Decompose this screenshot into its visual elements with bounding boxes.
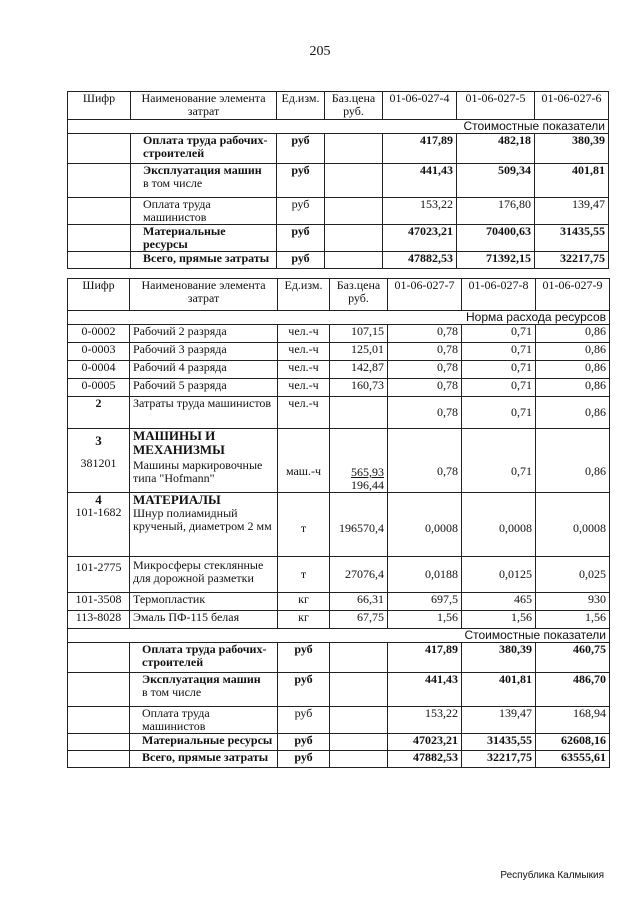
row-code: 381201 (80, 456, 117, 470)
row-value: 62608,16 (536, 734, 610, 751)
band-label: Стоимостные показатели (68, 120, 609, 134)
row-name: Оплата труда рабочих-строителей (130, 643, 278, 673)
row-value: 47882,53 (383, 252, 457, 269)
row-value: 0,71 (462, 325, 536, 343)
table-row (68, 252, 609, 269)
band-row (68, 629, 610, 643)
table-row (68, 198, 609, 225)
row-value: 0,71 (462, 429, 536, 493)
row-value: 0,86 (536, 343, 610, 361)
table-header-row (68, 92, 609, 120)
row-value: 47882,53 (388, 751, 462, 768)
header-code: Шифр (68, 279, 130, 311)
row-value: 139,47 (462, 707, 536, 734)
row-value: 0,71 (462, 343, 536, 361)
row-code: 2 (68, 397, 130, 429)
row-code: 101-2775 (68, 557, 130, 593)
header-code: Шифр (68, 92, 131, 120)
row-unit: маш.-ч (278, 429, 330, 493)
table-row (68, 734, 610, 751)
row-unit: руб (277, 225, 325, 252)
row-unit: руб (278, 643, 330, 673)
header-price: Баз.цена руб. (330, 279, 388, 311)
row-value: 441,43 (388, 673, 462, 707)
row-value: 31435,55 (462, 734, 536, 751)
row-code: 113-8028 (68, 611, 130, 629)
header-price: Баз.цена руб. (325, 92, 383, 120)
row-value: 401,81 (462, 673, 536, 707)
header-unit: Ед.изм. (278, 279, 330, 311)
row-name: Рабочий 3 разряда (130, 343, 278, 361)
row-price: 66,31 (330, 593, 388, 611)
row-price: 27076,4 (330, 557, 388, 593)
band-label: Норма расхода ресурсов (68, 311, 610, 325)
table-row (68, 343, 610, 361)
row-value: 0,78 (388, 379, 462, 397)
band-label: Стоимостные показатели (68, 629, 610, 643)
row-value: 0,0188 (388, 557, 462, 593)
header-col-2: 01-06-027-5 (457, 92, 535, 120)
row-value: 0,86 (536, 325, 610, 343)
row-price: 67,75 (330, 611, 388, 629)
row-value: 0,025 (536, 557, 610, 593)
row-value: 0,0008 (536, 493, 610, 557)
section-title: МАТЕРИАЛЫ (133, 492, 221, 507)
row-unit: кг (278, 611, 330, 629)
row-unit: руб (278, 707, 330, 734)
page-number: 205 (309, 44, 331, 59)
row-code: 101-3508 (68, 593, 130, 611)
band-row (68, 120, 609, 134)
row-name: Термопластик (130, 593, 278, 611)
row-value: 71392,15 (457, 252, 535, 269)
row-value: 441,43 (383, 164, 457, 198)
row-value: 0,78 (388, 343, 462, 361)
row-price: 142,87 (330, 361, 388, 379)
row-value: 139,47 (535, 198, 609, 225)
row-unit: руб (278, 673, 330, 707)
table-row (68, 643, 610, 673)
row-value: 460,75 (536, 643, 610, 673)
row-value: 153,22 (388, 707, 462, 734)
row-value: 176,80 (457, 198, 535, 225)
header-unit: Ед.изм. (277, 92, 325, 120)
header-col-3: 01-06-027-6 (535, 92, 609, 120)
row-value: 70400,63 (457, 225, 535, 252)
row-value: 47023,21 (388, 734, 462, 751)
row-unit: чел.-ч (278, 361, 330, 379)
section-code: 3 (95, 433, 102, 448)
row-value: 0,78 (388, 325, 462, 343)
row-value: 0,86 (536, 397, 610, 429)
table-row (68, 557, 610, 593)
row-value: 417,89 (388, 643, 462, 673)
table-row (68, 673, 610, 707)
row-code: 101-1682 (75, 505, 122, 519)
row-unit: чел.-ч (278, 379, 330, 397)
row-price-top: 565,93 (351, 465, 384, 479)
row-name: Шнур полиамидный крученый, диаметром 2 мм (133, 506, 272, 533)
row-code: 0-0005 (68, 379, 130, 397)
table-row (68, 593, 610, 611)
row-name: Затраты труда машинистов (130, 397, 278, 429)
row-name: Микросферы стеклянные для дорожной разметки (130, 557, 278, 593)
row-name: Материальные ресурсы (131, 225, 277, 252)
row-value: 168,94 (536, 707, 610, 734)
row-value: 1,56 (462, 611, 536, 629)
header-col-3: 01-06-027-9 (536, 279, 610, 311)
row-unit: т (278, 493, 330, 557)
row-code: 0-0003 (68, 343, 130, 361)
row-value: 0,0008 (462, 493, 536, 557)
row-value: 509,34 (457, 164, 535, 198)
header-name: Наименование элемента затрат (130, 279, 278, 311)
row-value: 0,78 (388, 397, 462, 429)
row-value: 486,70 (536, 673, 610, 707)
row-value: 697,5 (388, 593, 462, 611)
row-unit: чел.-ч (278, 325, 330, 343)
row-value: 0,71 (462, 361, 536, 379)
row-price-bottom: 196,44 (351, 478, 384, 492)
table-row (68, 751, 610, 768)
row-unit: руб (278, 751, 330, 768)
row-name: Рабочий 2 разряда (130, 325, 278, 343)
cost-table-1 (67, 91, 609, 269)
header-name: Наименование элемента затрат (131, 92, 277, 120)
row-value: 0,71 (462, 397, 536, 429)
row-price: 196570,4 (330, 493, 388, 557)
table-row (68, 361, 610, 379)
table-row (68, 397, 610, 429)
row-value: 0,86 (536, 379, 610, 397)
row-value: 380,39 (462, 643, 536, 673)
row-value: 63555,61 (536, 751, 610, 768)
row-value: 380,39 (535, 134, 609, 164)
row-name: Эмаль ПФ-115 белая (130, 611, 278, 629)
row-name: Оплата труда рабочих-строителей (131, 134, 277, 164)
row-unit: руб (278, 734, 330, 751)
row-value: 0,78 (388, 429, 462, 493)
row-subtitle: в том числе (143, 176, 203, 190)
row-value: 31435,55 (535, 225, 609, 252)
row-subtitle: в том числе (142, 685, 202, 699)
header-col-2: 01-06-027-8 (462, 279, 536, 311)
row-value: 930 (536, 593, 610, 611)
row-value: 0,0125 (462, 557, 536, 593)
row-value: 32217,75 (462, 751, 536, 768)
row-unit: т (278, 557, 330, 593)
row-unit: чел.-ч (278, 343, 330, 361)
table-header-row (68, 279, 610, 311)
row-name: Всего, прямые затраты (130, 751, 278, 768)
row-name: Эксплуатация машин (142, 672, 261, 686)
row-price: 125,01 (330, 343, 388, 361)
row-name: Оплата труда машинистов (130, 707, 278, 734)
table-row (68, 134, 609, 164)
row-unit: руб (277, 252, 325, 269)
row-unit: руб (277, 198, 325, 225)
header-col-1: 01-06-027-7 (388, 279, 462, 311)
row-name: Эксплуатация машин (143, 163, 262, 177)
row-name: Всего, прямые затраты (131, 252, 277, 269)
row-value: 0,86 (536, 361, 610, 379)
row-name: Материальные ресурсы (130, 734, 278, 751)
row-value: 0,0008 (388, 493, 462, 557)
row-unit: руб (277, 164, 325, 198)
row-value: 1,56 (388, 611, 462, 629)
cost-table-2 (67, 278, 610, 768)
row-name: Рабочий 4 разряда (130, 361, 278, 379)
row-price: 107,15 (330, 325, 388, 343)
row-price: 160,73 (330, 379, 388, 397)
header-col-1: 01-06-027-4 (383, 92, 457, 120)
row-name: Машины маркировочные типа "Hofmann" (133, 458, 263, 485)
row-value: 47023,21 (383, 225, 457, 252)
row-code: 0-0002 (68, 325, 130, 343)
row-unit: чел.-ч (278, 397, 330, 429)
section-code: 4 (95, 492, 102, 507)
row-value: 465 (462, 593, 536, 611)
row-name: Рабочий 5 разряда (130, 379, 278, 397)
table-row (68, 325, 610, 343)
row-unit: кг (278, 593, 330, 611)
band-row (68, 311, 610, 325)
row-value: 0,86 (536, 429, 610, 493)
row-code: 0-0004 (68, 361, 130, 379)
row-value: 482,18 (457, 134, 535, 164)
section-title: МАШИНЫ И МЕХАНИЗМЫ (133, 428, 225, 457)
section-materials (68, 493, 610, 557)
footer-region: Республика Калмыкия (500, 870, 604, 881)
table-row (68, 225, 609, 252)
table-row (68, 164, 609, 198)
row-value: 401,81 (535, 164, 609, 198)
row-value: 32217,75 (535, 252, 609, 269)
row-value: 153,22 (383, 198, 457, 225)
row-value: 0,71 (462, 379, 536, 397)
row-value: 1,56 (536, 611, 610, 629)
section-machines (68, 429, 610, 493)
row-name: Оплата труда машинистов (131, 198, 277, 225)
table-row (68, 707, 610, 734)
table-row (68, 379, 610, 397)
row-value: 417,89 (383, 134, 457, 164)
row-unit: руб (277, 134, 325, 164)
row-value: 0,78 (388, 361, 462, 379)
table-row (68, 611, 610, 629)
